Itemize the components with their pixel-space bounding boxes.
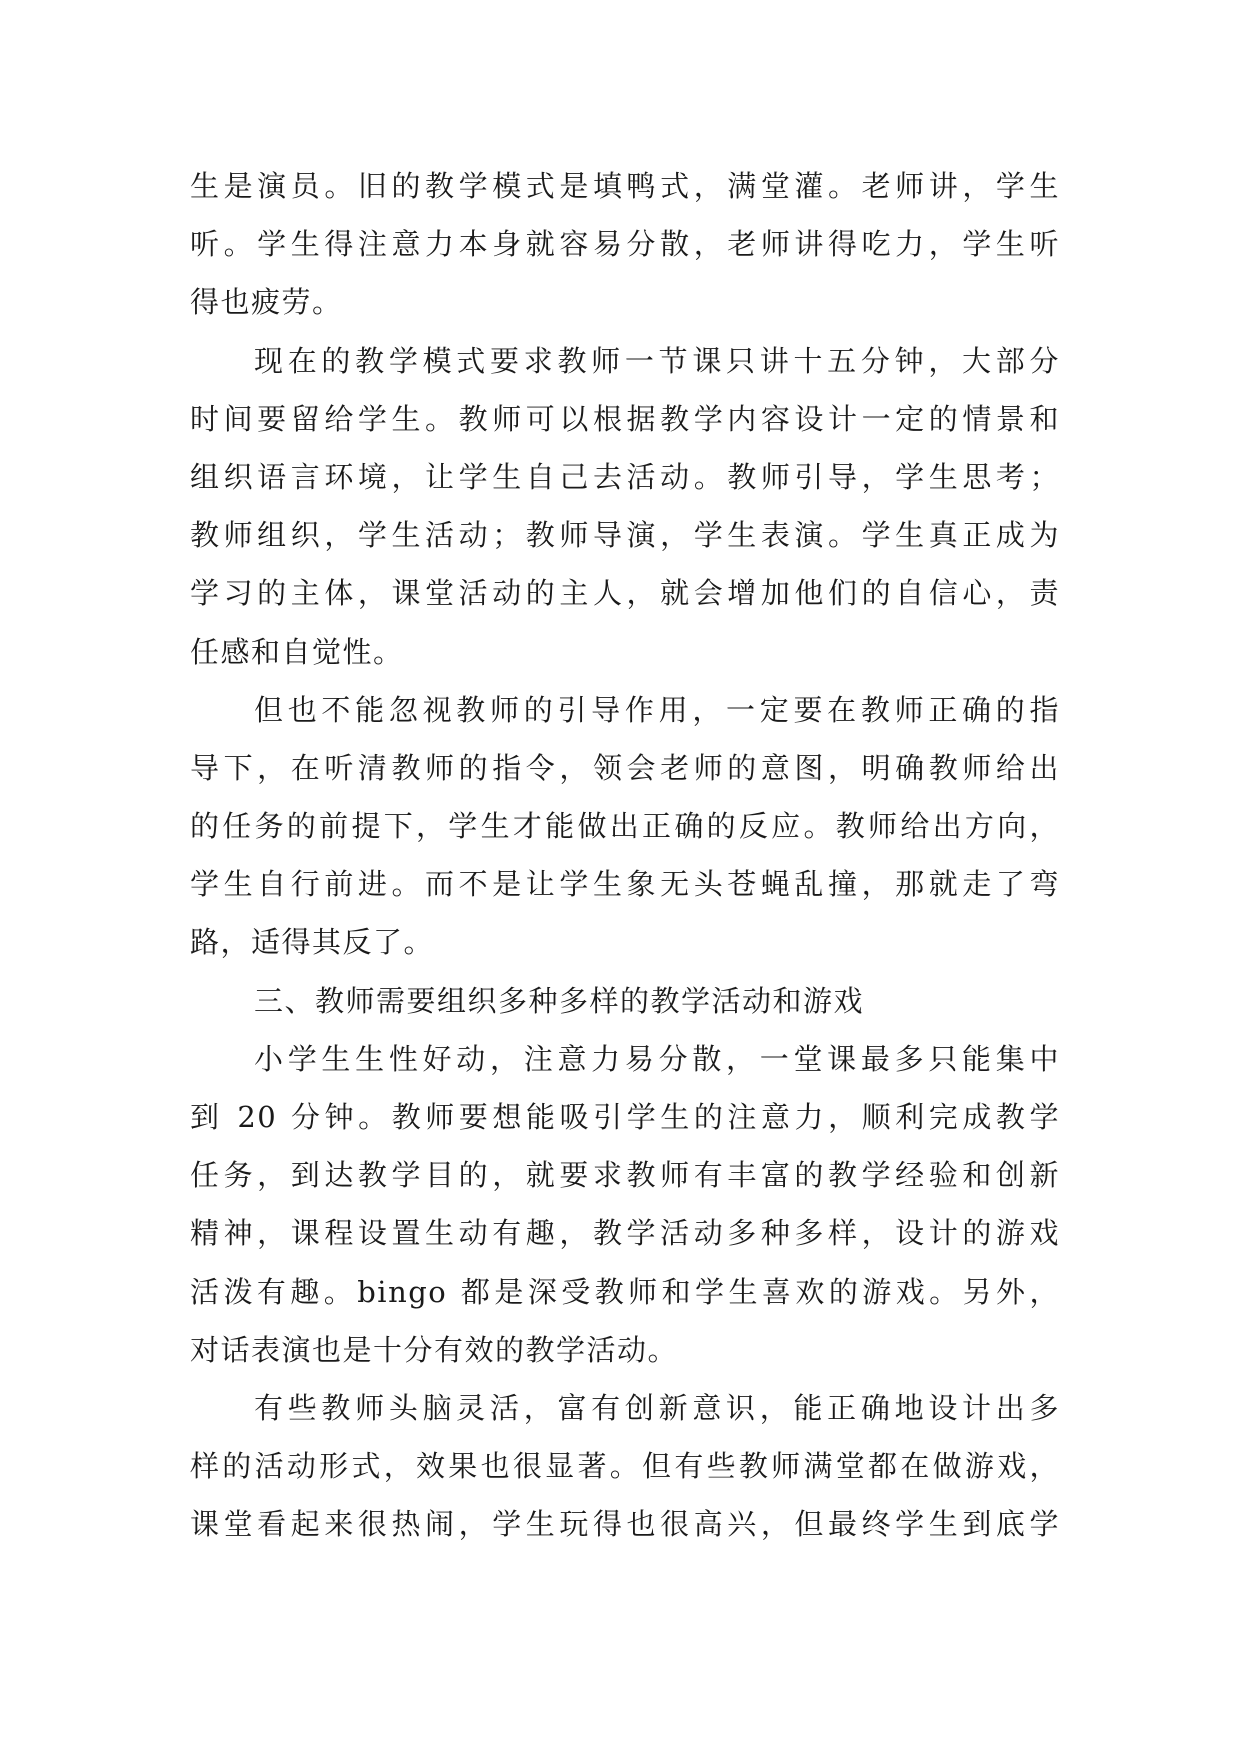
text-line: 时间要留给学生。教师可以根据教学内容设计一定的情景和 — [190, 401, 1060, 436]
text-line: 学生自行前进。而不是让学生象无头苍蝇乱撞，那就走了弯 — [190, 867, 1060, 902]
text-line: 得也疲劳。 — [190, 285, 343, 320]
text-line: 但也不能忽视教师的引导作用，一定要在教师正确的指 — [254, 692, 1060, 727]
text-line: 精神，课程设置生动有趣，教学活动多种多样，设计的游戏 — [190, 1216, 1060, 1251]
text-line: 对话表演也是十分有效的教学活动。 — [190, 1332, 679, 1367]
text-line: 导下，在听清教师的指令，领会老师的意图，明确教师给出 — [190, 750, 1060, 785]
text-line: 到 20 分钟。教师要想能吸引学生的注意力，顺利完成教学 — [190, 1100, 1060, 1134]
text-line: 课堂看起来很热闹，学生玩得也很高兴，但最终学生到底学 — [190, 1507, 1060, 1542]
text-line: 任务，到达教学目的，就要求教师有丰富的教学经验和创新 — [190, 1158, 1060, 1193]
body-text — [190, 157, 1060, 1554]
text-line: 路，适得其反了。 — [190, 925, 435, 960]
text-line: 的任务的前提下，学生才能做出正确的反应。教师给出方向， — [190, 809, 1060, 844]
text-line: 学习的主体，课堂活动的主人，就会增加他们的自信心，责 — [190, 576, 1060, 611]
text-line: 有些教师头脑灵活，富有创新意识，能正确地设计出多 — [254, 1390, 1060, 1425]
text-line: 听。学生得注意力本身就容易分散，老师讲得吃力，学生听 — [190, 227, 1060, 262]
text-line: 三、教师需要组织多种多样的教学活动和游戏 — [254, 983, 865, 1018]
text-line: 活泼有趣。bingo 都是深受教师和学生喜欢的游戏。另外， — [190, 1274, 1060, 1309]
text-line: 生是演员。旧的教学模式是填鸭式，满堂灌。老师讲，学生 — [190, 169, 1060, 203]
text-line: 任感和自觉性。 — [190, 634, 404, 669]
text-line: 现在的教学模式要求教师一节课只讲十五分钟，大部分 — [254, 343, 1060, 378]
text-line: 样的活动形式，效果也很显著。但有些教师满堂都在做游戏， — [190, 1449, 1060, 1484]
text-line: 教师组织，学生活动；教师导演，学生表演。学生真正成为 — [190, 518, 1060, 553]
text-line: 组织语言环境，让学生自己去活动。教师引导，学生思考； — [190, 459, 1060, 494]
text-line: 小学生生性好动，注意力易分散，一堂课最多只能集中 — [254, 1041, 1060, 1076]
